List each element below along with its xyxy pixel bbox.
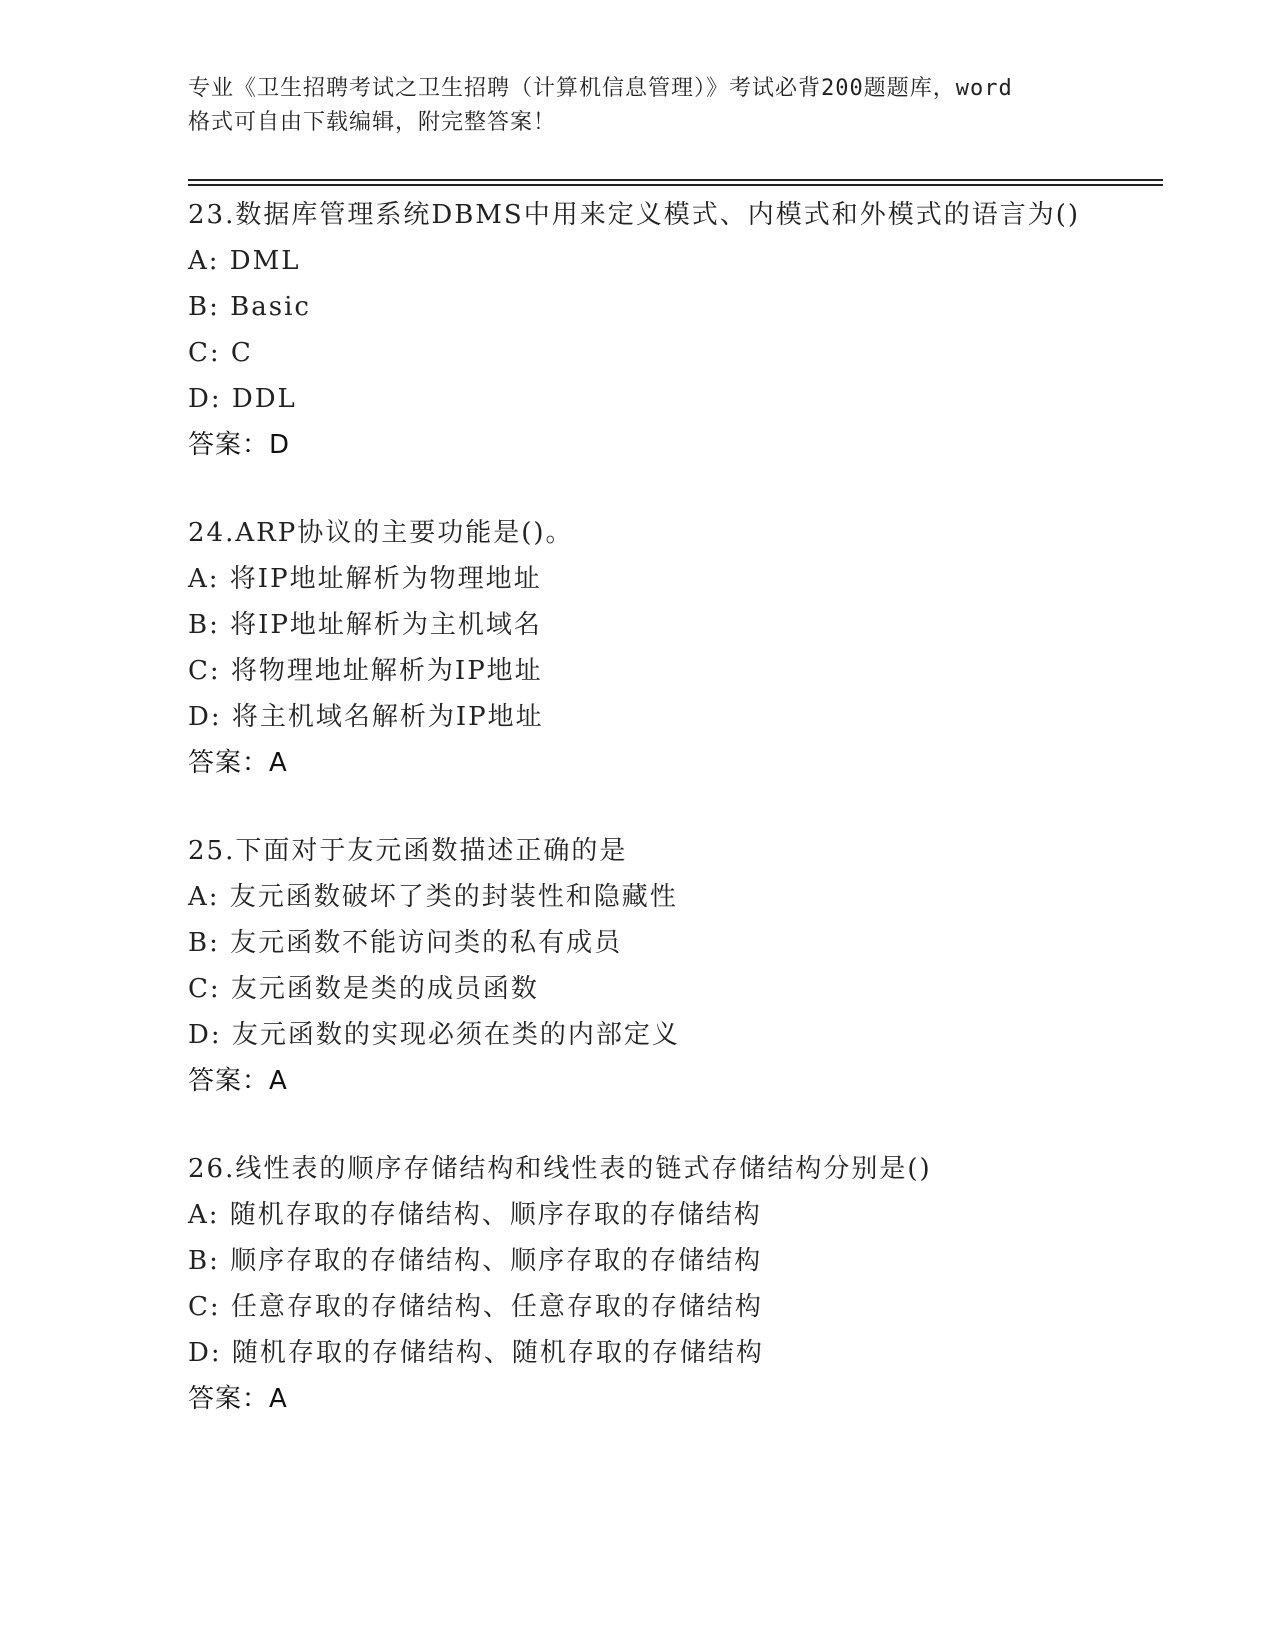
option-a: A: 将IP地址解析为物理地址	[188, 564, 542, 594]
option-a: A: 友元函数破坏了类的封装性和隐藏性	[188, 882, 678, 912]
option-b: B: 将IP地址解析为主机域名	[188, 610, 542, 640]
answer: 答案：A	[188, 748, 288, 778]
question-stem: 24.ARP协议的主要功能是()。	[188, 518, 574, 548]
option-c: C: 友元函数是类的成员函数	[188, 974, 539, 1004]
header-divider-bottom	[188, 184, 1163, 186]
answer: 答案：D	[188, 430, 291, 460]
option-c: C: 将物理地址解析为IP地址	[188, 656, 543, 686]
header-line-2: 格式可自由下载编辑，附完整答案！	[188, 110, 557, 135]
question-26	[188, 1146, 1128, 1422]
option-b: B: Basic	[188, 292, 311, 322]
question-24	[188, 510, 1128, 786]
document-header	[188, 72, 1118, 140]
option-a: A: DML	[188, 246, 301, 276]
option-d: D: 友元函数的实现必须在类的内部定义	[188, 1020, 680, 1050]
option-a: A: 随机存取的存储结构、顺序存取的存储结构	[188, 1200, 762, 1230]
question-stem: 26.线性表的顺序存储结构和线性表的链式存储结构分别是()	[188, 1154, 932, 1184]
question-list	[188, 192, 1128, 1464]
question-stem: 23.数据库管理系统DBMS中用来定义模式、内模式和外模式的语言为()	[188, 200, 1081, 230]
question-stem: 25.下面对于友元函数描述正确的是	[188, 836, 628, 866]
option-b: B: 友元函数不能访问类的私有成员	[188, 928, 623, 958]
option-d: D: 随机存取的存储结构、随机存取的存储结构	[188, 1338, 764, 1368]
answer: 答案：A	[188, 1384, 288, 1414]
question-23	[188, 192, 1128, 468]
option-c: C: C	[188, 338, 253, 368]
question-25	[188, 828, 1128, 1104]
option-b: B: 顺序存取的存储结构、顺序存取的存储结构	[188, 1246, 763, 1276]
answer: 答案：A	[188, 1066, 288, 1096]
option-d: D: DDL	[188, 384, 297, 414]
option-d: D: 将主机域名解析为IP地址	[188, 702, 544, 732]
header-line-1: 专业《卫生招聘考试之卫生招聘（计算机信息管理）》考试必背200题题库，word	[188, 76, 1013, 101]
header-divider-top	[188, 179, 1163, 181]
option-c: C: 任意存取的存储结构、任意存取的存储结构	[188, 1292, 763, 1322]
